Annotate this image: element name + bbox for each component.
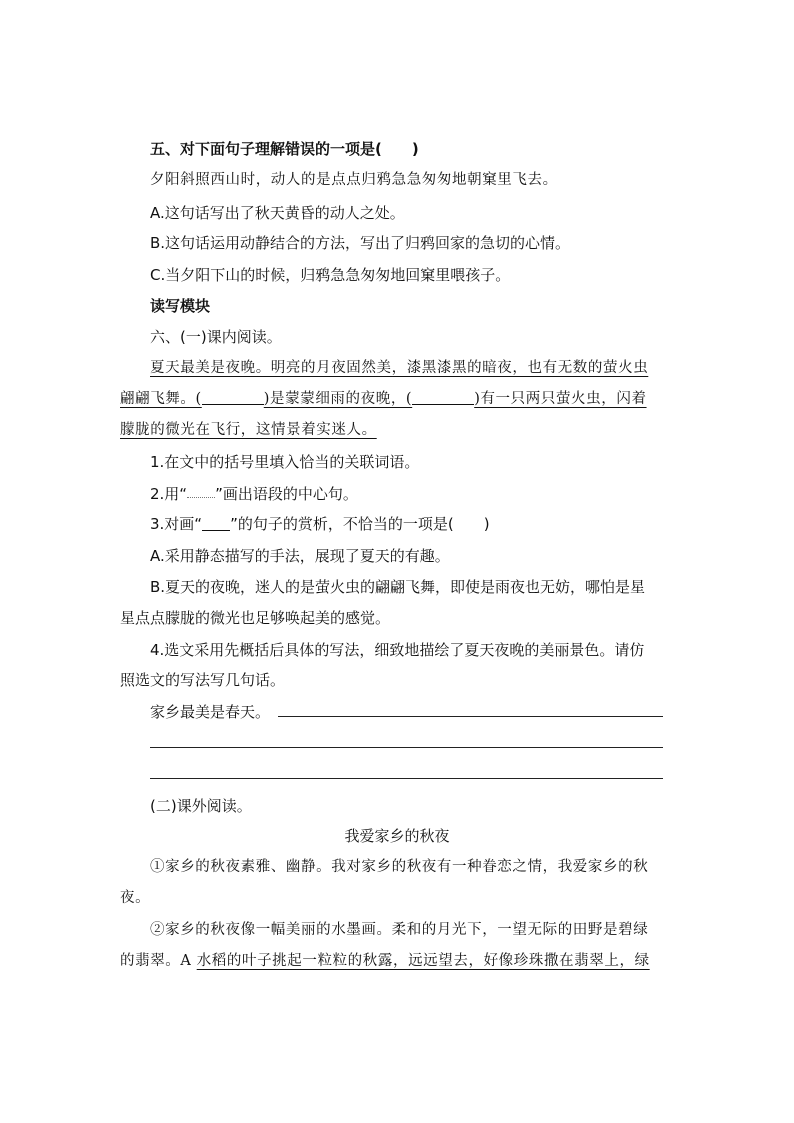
answer-blank-1[interactable] [202, 389, 264, 405]
passage-line-2-start: 翩翩飞舞。( [120, 391, 202, 407]
passage-line-1: 夏天最美是夜晚。明亮的月夜固然美，漆黑漆黑的暗夜，也有无数的萤火虫 [150, 360, 649, 376]
question-5-heading: 五、对下面句子理解错误的一项是( ) [150, 140, 419, 158]
writing-line-3[interactable] [150, 778, 663, 779]
question-6-4-line-1: 4.选文采用先概括后具体的写法，细致地描绘了夏天夜晚的美丽景色。请仿 [150, 641, 645, 659]
question-6-1: 1.在文中的括号里填入恰当的关联词语。 [150, 453, 420, 471]
wavy-line-mark [187, 487, 215, 498]
article-paragraph-2-underlined: 水稻的叶子挑起一粒粒的秋露，远远望去，好像珍珠撒在翡翠上，绿 [196, 953, 650, 969]
question-6-3-option-a: A.采用静态描写的手法，展现了夏天的有趣。 [150, 547, 450, 565]
question-5-sentence: 夕阳斜照西山时，动人的是点点归鸦急急匆匆地朝窠里飞去。 [150, 172, 558, 188]
question-6-4-line-2: 照选文的写法写几句话。 [120, 671, 286, 689]
straight-line-mark [202, 515, 230, 531]
article-title: 我爱家乡的秋夜 [344, 827, 450, 845]
writing-line-1[interactable] [278, 716, 663, 717]
article-paragraph-2-line-2 [120, 951, 650, 971]
passage-line-2-mid: )是蒙蒙细雨的夜晚，( [263, 391, 413, 407]
question-6-heading: 六、(一)课内阅读。 [150, 328, 282, 346]
question-6-2-end: ”画出语段的中心句。 [215, 485, 358, 503]
question-6-2-start: 2.用“ [150, 485, 188, 503]
passage-line-2 [120, 389, 647, 409]
module-heading: 读写模块 [150, 297, 211, 315]
question-6-3-end: ”的句子的赏析，不恰当的一项是( ) [230, 515, 490, 533]
article-paragraph-2-plain: 的翡翠。A [120, 953, 197, 969]
question-6-3-option-b-line-2: 星点点朦胧的微光也足够唤起美的感觉。 [120, 609, 391, 627]
answer-blank-2[interactable] [412, 389, 474, 405]
question-6-3 [150, 514, 490, 534]
question-5-option-a: A.这句话写出了秋天黄昏的动人之处。 [150, 204, 405, 222]
question-6-3-start: 3.对画“ [150, 515, 203, 533]
passage-line-3: 朦胧的微光在飞行，这情景着实迷人。 [120, 422, 377, 438]
writing-line-2[interactable] [150, 747, 663, 748]
article-paragraph-1-line-1: ①家乡的秋夜素雅、幽静。我对家乡的秋夜有一种眷恋之情，我爱家乡的秋 [150, 859, 649, 875]
passage-line-2-end: )有一只两只萤火虫，闪着 [474, 391, 647, 407]
question-5-option-c: C.当夕阳下山的时候，归鸦急急匆匆地回窠里喂孩子。 [150, 266, 511, 284]
question-5-option-b: B.这句话运用动静结合的方法，写出了归鸦回家的急切的心情。 [150, 234, 571, 252]
extracurricular-reading-heading: (二)课外阅读。 [150, 797, 252, 815]
article-paragraph-2-line-1: ②家乡的秋夜像一幅美丽的水墨画。柔和的月光下，一望无际的田野是碧绿 [150, 922, 649, 938]
question-6-2 [150, 484, 358, 504]
writing-prompt: 家乡最美是春天。 [150, 703, 271, 721]
question-6-3-option-b-line-1: B.夏天的夜晚，迷人的是萤火虫的翩翩飞舞，即使是雨夜也无妨，哪怕是星 [150, 578, 646, 596]
article-paragraph-1-line-2: 夜。 [120, 890, 151, 906]
